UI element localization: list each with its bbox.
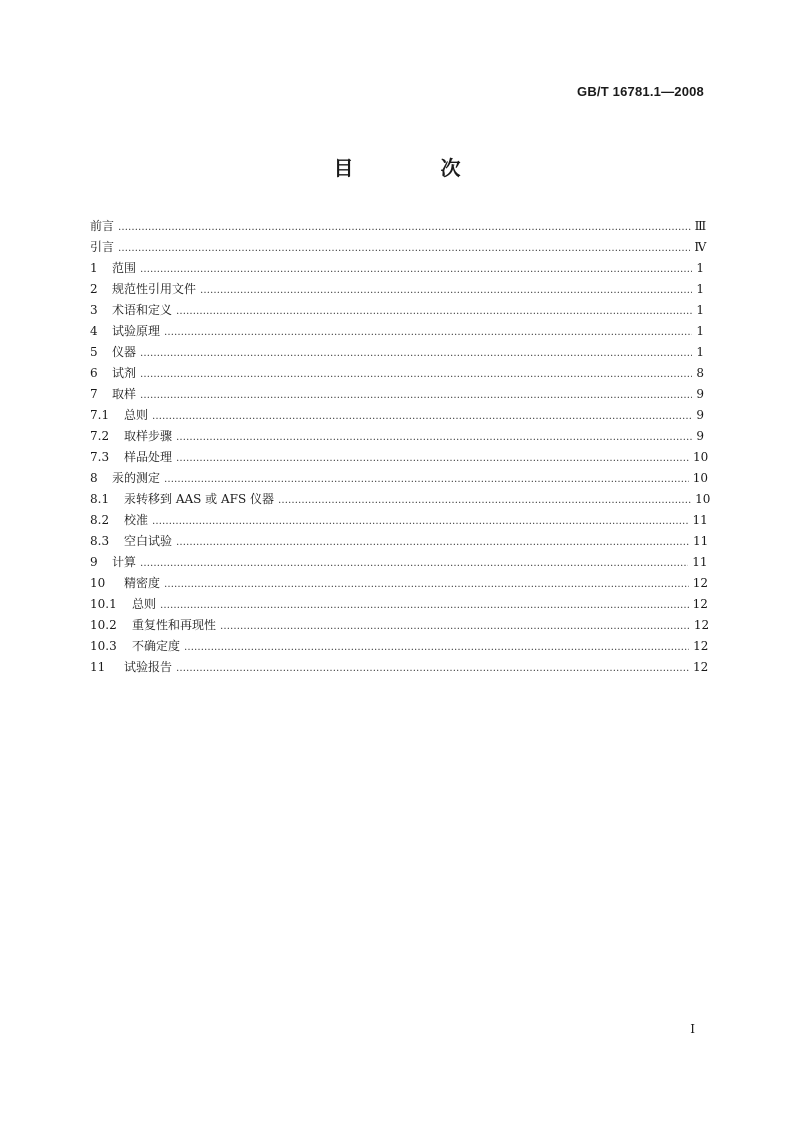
toc-entry-5[interactable] <box>90 342 704 363</box>
toc-entry-page: 12 <box>693 639 709 653</box>
toc-entry-page: 9 <box>696 408 704 422</box>
toc-leader-dots <box>164 573 689 594</box>
toc-leader-dots <box>176 300 692 321</box>
toc-entry-number: 7 <box>90 387 98 401</box>
page-number: I <box>690 1022 695 1036</box>
toc-entry-page: 12 <box>692 597 708 611</box>
standard-code: GB/T 16781.1—2008 <box>577 84 704 99</box>
toc-entry-number: 8.2 <box>90 513 110 527</box>
toc-entry-label: 引言 <box>90 240 115 254</box>
toc-entry-page: 1 <box>696 324 704 338</box>
toc-entry-number: 10 <box>90 576 106 590</box>
toc-entry-label: 前言 <box>90 219 115 233</box>
toc-entry-page: Ⅳ <box>694 240 707 254</box>
toc-leader-dots <box>118 237 690 258</box>
toc-entry-label: 总则 <box>132 597 157 611</box>
toc-leader-dots <box>140 258 692 279</box>
toc-entry-label: 汞转移到 AAS 或 AFS 仪器 <box>124 492 275 506</box>
toc-entry-number: 7.1 <box>90 408 110 422</box>
toc-entry-label: 汞的测定 <box>112 471 161 485</box>
toc-leader-dots <box>164 321 692 342</box>
toc-leader-dots <box>220 615 690 636</box>
toc-entry-number: 6 <box>90 366 98 380</box>
toc-entry-number: 4 <box>90 324 98 338</box>
toc-entry-page: 1 <box>696 345 704 359</box>
toc-entry-8-3[interactable] <box>90 531 709 552</box>
toc-entry-label: 重复性和再现性 <box>132 618 217 632</box>
toc-leader-dots <box>152 405 692 426</box>
toc-entry-8-2[interactable] <box>90 510 708 531</box>
toc-entry-page: 10 <box>692 471 708 485</box>
toc-entry-label: 仪器 <box>112 345 137 359</box>
toc-entry-label: 不确定度 <box>132 639 181 653</box>
toc-entry-3[interactable] <box>90 300 704 321</box>
toc-entry-6[interactable] <box>90 363 704 384</box>
toc-entry-label: 术语和定义 <box>112 303 173 317</box>
toc-entry-page: 12 <box>693 618 710 632</box>
toc-entry-1[interactable] <box>90 258 704 279</box>
toc-entry-label: 样品处理 <box>124 450 173 464</box>
toc-title: 目 次 <box>333 156 501 180</box>
toc-entry-8-1[interactable] <box>90 489 711 510</box>
toc-leader-dots <box>200 279 692 300</box>
toc-entry-page: 11 <box>692 555 708 569</box>
toc-entry-number: 2 <box>90 282 98 296</box>
toc-entry-number: 8.1 <box>90 492 110 506</box>
toc-entry-page: 10 <box>692 450 709 464</box>
toc-leader-dots <box>140 342 692 363</box>
table-of-contents <box>90 216 711 678</box>
toc-entry-label: 总则 <box>124 408 149 422</box>
toc-entry-number: 7.2 <box>90 429 110 443</box>
toc-entry-8[interactable] <box>90 468 708 489</box>
toc-entry-label: 试验报告 <box>124 660 173 674</box>
toc-leader-dots <box>176 426 692 447</box>
toc-entry-page: 8 <box>696 366 704 380</box>
toc-leader-dots <box>278 489 691 510</box>
toc-entry-label: 范围 <box>112 261 137 275</box>
toc-entry-label: 试剂 <box>112 366 137 380</box>
toc-entry-10[interactable] <box>90 573 708 594</box>
toc-entry-page: 12 <box>692 576 708 590</box>
toc-entry-label: 计算 <box>112 555 137 569</box>
toc-entry-number: 7.3 <box>90 450 110 464</box>
toc-entry-label: 精密度 <box>124 576 161 590</box>
toc-entry-number: 10.2 <box>90 618 117 632</box>
toc-leader-dots <box>176 657 689 678</box>
toc-leader-dots <box>176 447 689 468</box>
toc-entry-page: Ⅲ <box>694 219 707 233</box>
toc-entry-page: 9 <box>696 387 704 401</box>
toc-entry-number: 3 <box>90 303 98 317</box>
toc-entry-7-2[interactable] <box>90 426 704 447</box>
toc-entry-7[interactable] <box>90 384 704 405</box>
toc-entry-page: 11 <box>692 534 709 548</box>
toc-entry-number: 9 <box>90 555 98 569</box>
toc-entry-label: 规范性引用文件 <box>112 282 197 296</box>
toc-entry-7-3[interactable] <box>90 447 709 468</box>
toc-leader-dots <box>118 216 691 237</box>
toc-entry-number: 8.3 <box>90 534 110 548</box>
toc-entry-10-3[interactable] <box>90 636 709 657</box>
toc-leader-dots <box>140 552 688 573</box>
toc-entry-9[interactable] <box>90 552 708 573</box>
toc-entry-introduction[interactable] <box>90 237 707 258</box>
toc-entry-number: 10.1 <box>90 597 117 611</box>
toc-leader-dots <box>140 384 692 405</box>
toc-leader-dots <box>160 594 689 615</box>
toc-entry-10-2[interactable] <box>90 615 710 636</box>
toc-entry-label: 校准 <box>124 513 149 527</box>
toc-leader-dots <box>176 531 689 552</box>
toc-leader-dots <box>152 510 688 531</box>
toc-entry-11[interactable] <box>90 657 709 678</box>
toc-entry-10-1[interactable] <box>90 594 708 615</box>
toc-entry-label: 取样步骤 <box>124 429 173 443</box>
toc-entry-number: 11 <box>90 660 106 674</box>
toc-entry-number: 8 <box>90 471 98 485</box>
toc-entry-page: 9 <box>696 429 704 443</box>
toc-leader-dots <box>140 363 692 384</box>
toc-entry-label: 取样 <box>112 387 137 401</box>
toc-entry-page: 1 <box>696 261 704 275</box>
toc-entry-label: 空白试验 <box>124 534 173 548</box>
toc-entry-4[interactable] <box>90 321 704 342</box>
toc-entry-number: 1 <box>90 261 98 275</box>
toc-entry-page: 1 <box>696 282 704 296</box>
toc-entry-label: 试验原理 <box>112 324 161 338</box>
toc-entry-page: 10 <box>695 492 711 506</box>
toc-entry-7-1[interactable] <box>90 405 704 426</box>
toc-entry-2[interactable] <box>90 279 704 300</box>
toc-entry-page: 11 <box>692 513 708 527</box>
toc-leader-dots <box>164 468 689 489</box>
toc-entry-number: 5 <box>90 345 98 359</box>
toc-entry-page: 1 <box>696 303 704 317</box>
toc-entry-foreword[interactable] <box>90 216 707 237</box>
toc-entry-number: 10.3 <box>90 639 117 653</box>
toc-entry-page: 12 <box>692 660 709 674</box>
toc-leader-dots <box>184 636 689 657</box>
